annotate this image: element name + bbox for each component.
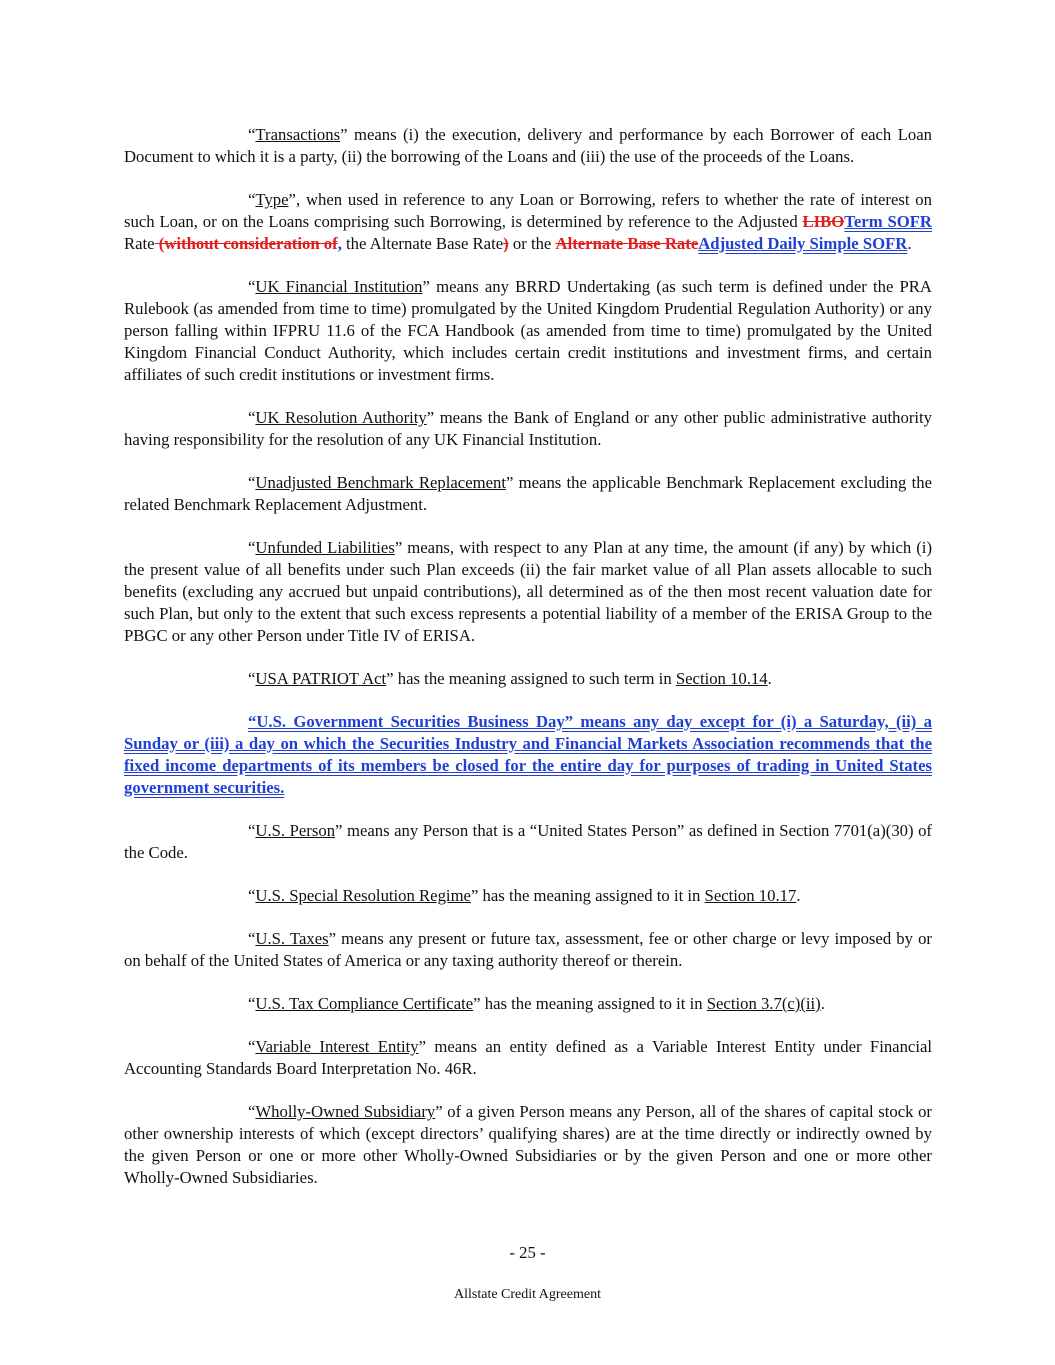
section-reference: Section 3.7(c)(ii) <box>706 994 821 1013</box>
definition-text: . <box>796 886 801 905</box>
quote-close: ” <box>435 1102 443 1121</box>
definition-us-special-resolution-regime <box>124 885 932 907</box>
quote-close: ” <box>505 473 514 492</box>
defined-term: U.S. Special Resolution Regime <box>255 886 471 905</box>
definition-text: means (i) the execution, delivery and performance by each Borrower of each Loan Document to which it is a party, (ii) the borrowing of the Loans and (iii) the use of the proceeds of the Loans. <box>124 125 932 166</box>
quote-open: “ <box>248 1102 256 1121</box>
definition-us-taxes <box>124 928 932 972</box>
quote-open: “ <box>248 669 256 688</box>
document-footer-name: Allstate Credit Agreement <box>454 1287 601 1302</box>
quote-close: ” <box>426 408 435 427</box>
quote-close: ” <box>335 821 343 840</box>
quote-close: ” <box>470 886 479 905</box>
section-reference: Section 10.17 <box>704 886 797 905</box>
definition-text: the Alternate Base Rate <box>341 234 504 253</box>
definition-text: means the applicable Benchmark Replacement excluding the related Benchmark Replacement Adjustment. <box>124 473 932 514</box>
quote-open: “ <box>248 473 256 492</box>
deleted-text: (without consideration of <box>154 234 338 253</box>
definition-us-government-securities-business-day <box>124 711 932 799</box>
definition-text: means any BRRD Undertaking (as such term is defined under the PRA Rulebook (as amended from time to time) promulgated by the United Kingdom Prudential Regulation Authority) or any person falling within IFPRU 11.6 of the FCA Handbook (as amended from time to time) promulgated by the United Kingdom Financial Conduct Authority, which includes certain credit institutions and investment firms, and certain affiliates of such credit institutions or investment firms. <box>124 277 932 384</box>
quote-open: “ <box>248 821 256 840</box>
definition-text: Rate <box>124 234 155 253</box>
quote-open: “ <box>248 1037 256 1056</box>
quote-close: ” <box>394 538 403 557</box>
page-number: - 25 - <box>509 1243 546 1262</box>
quote-close: ” <box>340 125 348 144</box>
inserted-text: Adjusted Daily Simple SOFR <box>698 234 908 253</box>
definition-uk-financial-institution <box>124 276 932 386</box>
definition-transactions <box>124 124 932 168</box>
definition-text: . <box>820 994 825 1013</box>
defined-term: Transactions <box>255 125 341 144</box>
defined-term: UK Financial Institution <box>255 277 423 296</box>
quote-open: “ <box>248 125 256 144</box>
definition-text: of a given Person means any Person, all of the shares of capital stock or other ownership interests of which (except directors’ qualifying shares) are at the time directly or indirectly owned by the given Person or one or more other Wholly-Owned Subsidiaries or by the given Person and one or more other Wholly-Owned Subsidiaries. <box>124 1102 932 1187</box>
quote-close: ” <box>386 669 394 688</box>
defined-term: UK Resolution Authority <box>255 408 427 427</box>
definition-text: means an entity defined as a Variable Interest Entity under Financial Accounting Standards Board Interpretation No. 46R. <box>124 1037 933 1078</box>
definition-text: has the meaning assigned to it in <box>478 886 705 905</box>
defined-term: Wholly-Owned Subsidiary <box>255 1102 436 1121</box>
quote-open: “ <box>248 538 256 557</box>
quote-open: “ <box>248 886 256 905</box>
definition-text: means, with respect to any Plan at any time, the amount (if any) by which (i) the present value of all benefits under such Plan exceeds (ii) the fair market value of all Plan assets allocable to such benefits (excluding any accrued but unpaid contributions), all determined as of the then most recent valuation date for such Plan, but only to the extent that such excess represents a potential liability of a member of the ERISA Group to the PBGC or any other Person under Title IV of ERISA. <box>124 538 932 645</box>
definition-type <box>124 189 932 255</box>
defined-term: Type <box>255 190 289 209</box>
definition-text: means the Bank of England or any other public administrative authority having responsibility for the resolution of any UK Financial Institution. <box>124 408 932 449</box>
definition-text: . <box>767 669 772 688</box>
defined-term: USA PATRIOT Act <box>255 669 387 688</box>
definition-text: . <box>907 234 912 253</box>
section-reference: Section 10.14 <box>675 669 768 688</box>
definition-uk-resolution-authority <box>124 407 932 451</box>
quote-close: ” <box>328 929 337 948</box>
quote-open: “ <box>248 408 256 427</box>
defined-term: Unadjusted Benchmark Replacement <box>255 473 506 492</box>
quote-close: ” <box>418 1037 427 1056</box>
definition-text: , when used in reference to any Loan or Borrowing, refers to whether the rate of interest on such Loan, or on the Loans comprising such Borrowing, is determined by reference to the Adjusted <box>124 190 932 231</box>
deleted-text: ) <box>503 234 509 253</box>
deleted-text: Alternate Base Rate <box>555 234 699 253</box>
definition-text: has the meaning assigned to it in <box>480 994 707 1013</box>
inserted-text: “U.S. Government Securities Business Day” means any day except for (i) a Saturday, (ii) a Sunday or (iii) a day on which the Securities Industry and Financial Markets Association recommends that the fixed income departments of its members be closed for the entire day for purposes of trading in United States government securities. <box>124 712 932 797</box>
definition-text: has the meaning assigned to such term in <box>393 669 676 688</box>
definition-unadjusted-benchmark <box>124 472 932 516</box>
document-body <box>124 124 932 1210</box>
definition-us-tax-compliance-certificate <box>124 993 932 1015</box>
defined-term: Variable Interest Entity <box>255 1037 419 1056</box>
definition-text: means any present or future tax, assessment, fee or other charge or levy imposed by or on behalf of the United States of America or any taxing authority thereof or therein. <box>124 929 932 970</box>
definition-wholly-owned-subsidiary <box>124 1101 932 1189</box>
quote-close: ” <box>473 994 481 1013</box>
defined-term: U.S. Person <box>255 821 336 840</box>
definition-variable-interest-entity <box>124 1036 932 1080</box>
defined-term: U.S. Tax Compliance Certificate <box>255 994 474 1013</box>
definition-text: means any Person that is a “United States Person” as defined in Section 7701(a)(30) of the Code. <box>124 821 932 862</box>
quote-open: “ <box>248 190 256 209</box>
definition-unfunded-liabilities <box>124 537 932 647</box>
deleted-text: LIBO <box>802 212 845 231</box>
quote-open: “ <box>248 994 256 1013</box>
definition-usa-patriot-act <box>124 668 932 690</box>
definition-us-person <box>124 820 932 864</box>
quote-open: “ <box>248 277 256 296</box>
quote-close: ” <box>422 277 430 296</box>
quote-open: “ <box>248 929 256 948</box>
defined-term: Unfunded Liabilities <box>255 538 395 557</box>
inserted-text: , <box>337 234 342 253</box>
defined-term: U.S. Taxes <box>255 929 329 948</box>
inserted-text: Term SOFR <box>844 212 932 231</box>
quote-close: ” <box>288 190 296 209</box>
definition-text: or the <box>508 234 556 253</box>
